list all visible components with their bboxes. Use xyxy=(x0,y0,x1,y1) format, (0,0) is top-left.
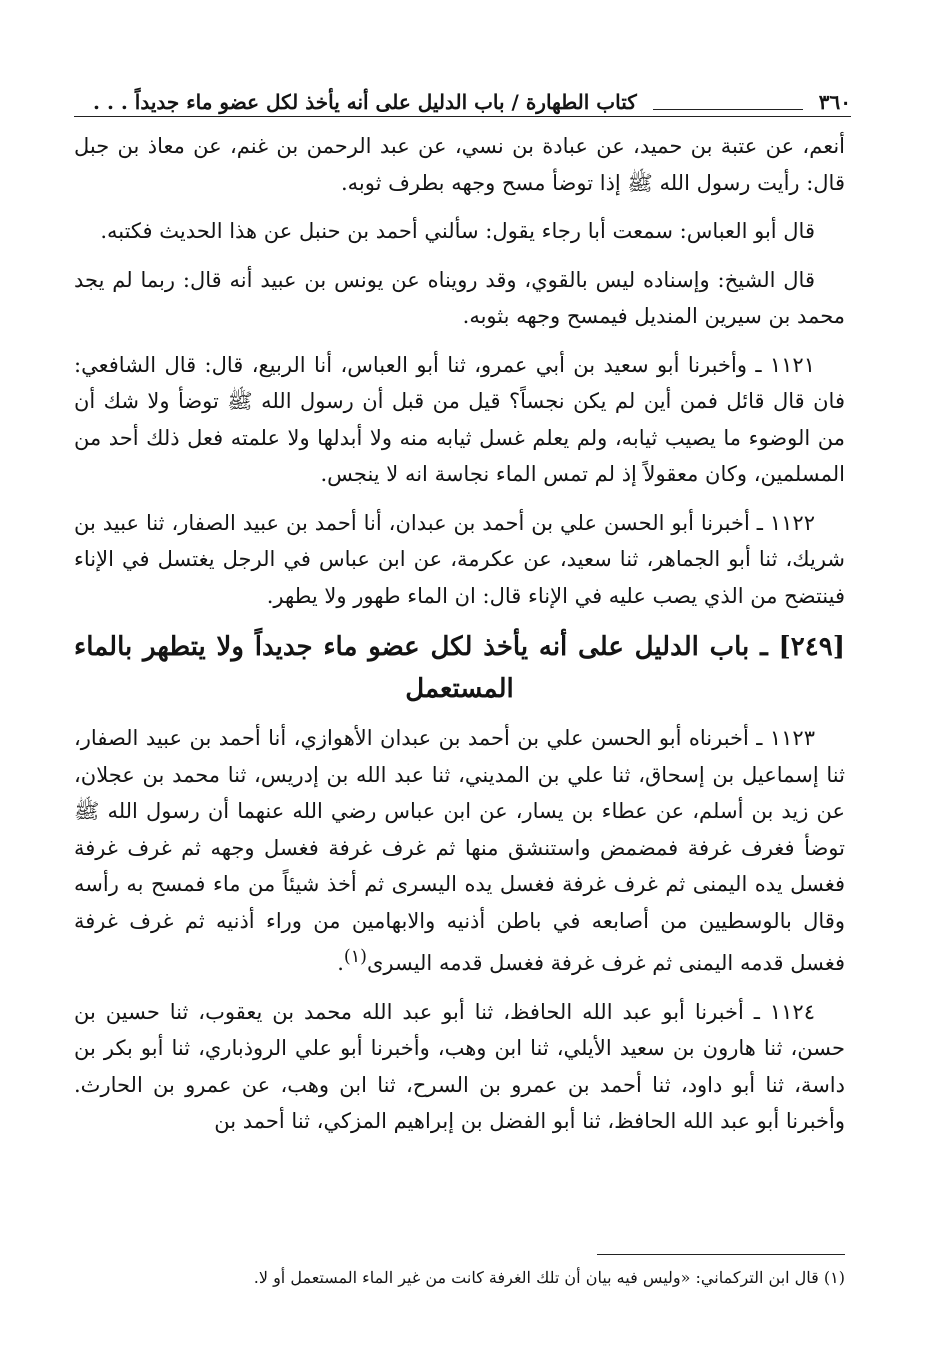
main-text xyxy=(74,128,845,1152)
hadith-1123: ١١٢٣ ـ أخبرناه أبو الحسن علي بن أحمد بن عبدان الأهوازي، أنا أحمد بن عبيد الصفار، ثنا إسماعيل بن إسحاق، ثنا علي بن المديني، ثنا عبد الله بن إدريس، ثنا محمد بن عجلان، عن زيد بن أسلم، عن عطاء بن يسار، عن ابن عباس رضي الله عنهما أن رسول الله ﷺ توضأ فغرف غرفة فمضمض واستنشق منها ثم غرف غرفة فغسل وجهه ثم غرف غرفة فغسل يده اليمنى ثم غرف غرفة فغسل يده اليسرى ثم أخذ شيئاً من ماء فمسح به رأسه وقال بالوسطيين من أصابعه في باطن أذنيه والابهامين من وراء أذنيه ثم غرف غرفة فغسل قدمه اليمنى ثم غرف غرفة فغسل قدمه اليسرى$^{(١)}$. xyxy=(74,726,845,975)
footnote-rule xyxy=(597,1254,845,1255)
running-title: كتاب الطهارة / باب الدليل على أنه يأخذ لكل عضو ماء جديداً . . . xyxy=(93,90,637,114)
hadith-1123-text: ١١٢٣ ـ أخبرناه أبو الحسن علي بن أحمد بن عبدان الأهوازي، أنا أحمد بن عبيد الصفار، ثنا إسماعيل بن إسحاق، ثنا علي بن المديني، ثنا عبد الله بن إدريس، ثنا محمد بن عجلان، عن زيد بن أسلم، عن عطاء بن يسار، عن ابن عباس رضي الله عنهما أن رسول الله ﷺ توضأ فغرف غرفة فمضمض واستنشق منها ثم غرف غرفة فغسل وجهه ثم غرف غرفة فغسل يده اليمنى ثم غرف غرفة فغسل يده اليسرى ثم أخذ شيئاً من ماء فمسح به رأسه وقال بالوسطيين من أصابعه في باطن أذنيه والابهامين من وراء أذنيه ثم غرف غرفة فغسل قدمه اليمنى ثم غرف غرفة فغسل قدمه اليسرى xyxy=(74,726,845,975)
page-number: ٣٦٠ xyxy=(818,90,851,114)
paragraph: قال الشيخ: وإسناده ليس بالقوي، وقد رويناه عن يونس بن عبيد أنه قال: ربما لم يجد محمد بن سيرين المنديل فيمسح وجهه بثوبه. xyxy=(74,267,845,328)
hadith-1121: ١١٢١ ـ وأخبرنا أبو سعيد بن أبي عمرو، ثنا أبو العباس، أنا الربيع، قال: قال الشافعي: فان قال قائل فمن أين لم يكن نجساً؟ قيل من قبل أن رسول الله ﷺ توضأ ولا شك أن من الوضوء ما يصيب ثيابه، ولم يعلم غسل ثيابه منه ولا أبدلها ولا علمته فعل ذلك أحد من المسلمين، وكان معقولاً إذ لم تمس الماء نجاسة انه لا ينجس. xyxy=(74,352,845,486)
footnote-marker: (١) xyxy=(343,947,367,967)
hadith-1122: ١١٢٢ ـ أخبرنا أبو الحسن علي بن أحمد بن عبدان، أنا أحمد بن عبيد الصفار، ثنا عبيد بن شريك، ثنا أبو الجماهر، ثنا سعيد، عن عكرمة، عن ابن عباس في الرجل يغتسل في الإناء فينتضح من الذي يصب عليه في الإناء قال: ان الماء طهور ولا يطهر. xyxy=(74,510,845,608)
paragraph: أنعم، عن عتبة بن حميد، عن عبادة بن نسي، عن عبد الرحمن بن غنم، عن معاذ بن جبل قال: رأيت رسول الله ﷺ إذا توضأ مسح وجهه بطرف ثوبه. xyxy=(74,134,846,195)
chapter-heading: [٢٤٩] ـ باب الدليل على أنه يأخذ لكل عضو ماء جديداً ولا يتطهر بالماء المستعمل xyxy=(74,632,845,704)
header-rule xyxy=(653,95,803,110)
footnote: (١) قال ابن التركماني: «وليس فيه بيان أن تلك الغرفة كانت من غير الماء المستعمل أو لا. xyxy=(253,1268,845,1287)
hadith-1124: ١١٢٤ ـ أخبرنا أبو عبد الله الحافظ، ثنا أبو عبد الله محمد بن يعقوب، ثنا حسين بن حسن، ثنا هارون بن سعيد الأيلي، ثنا ابن وهب، وأخبرنا أبو علي الروذباري، ثنا أبو بكر بن داسة، ثنا أبو داود، ثنا أحمد بن عمرو بن السرح، ثنا ابن وهب، عن عمرو بن الحارث. وأخبرنا أبو عبد الله الحافظ، ثنا أبو الفضل بن إبراهيم المزكي، ثنا أحمد بن xyxy=(74,999,845,1133)
paragraph: قال أبو العباس: سمعت أبا رجاء يقول: سألني أحمد بن حنبل عن هذا الحديث فكتبه. xyxy=(100,219,815,243)
running-header xyxy=(74,82,851,117)
